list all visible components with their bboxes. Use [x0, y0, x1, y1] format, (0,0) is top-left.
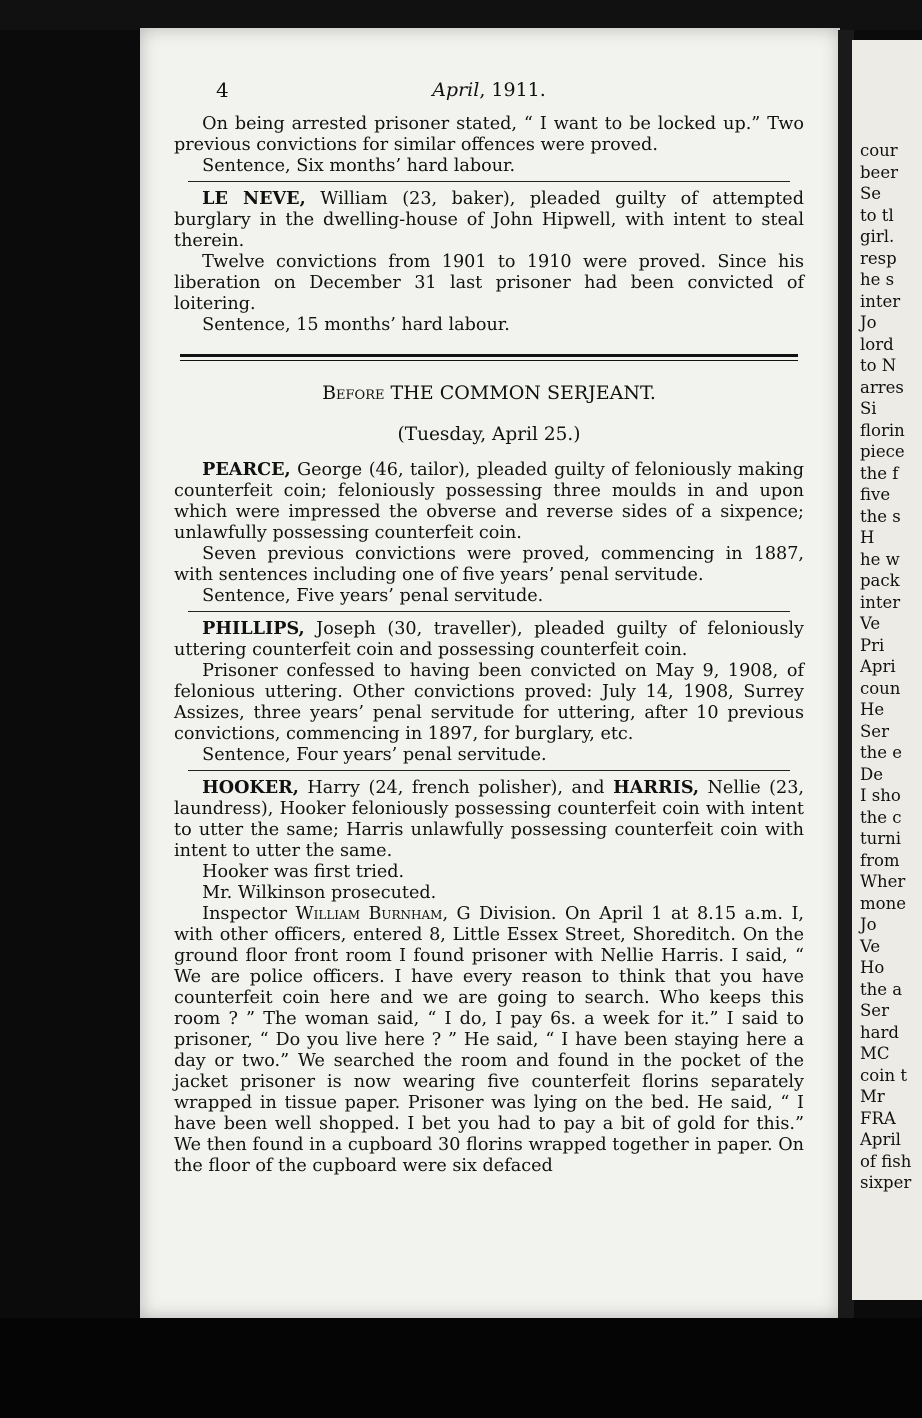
page-text	[174, 80, 804, 1177]
facing-page-line: hard	[860, 1022, 899, 1042]
case-le-neve	[174, 188, 804, 252]
case-phillips	[174, 618, 804, 661]
court-heading	[174, 383, 804, 404]
facing-page-line: I sho	[860, 786, 901, 805]
facing-page-line: the s	[860, 506, 901, 526]
facing-page-line: sixper	[860, 1173, 912, 1192]
paragraph-convictions: Seven previous convictions were proved, commencing in 1887, with sentences including one of five years’ penal servitude.	[174, 544, 804, 585]
facing-page-line: of fish	[860, 1151, 912, 1171]
section-double-rule	[180, 354, 798, 361]
case-divider	[188, 611, 790, 612]
facing-page-line: Ve	[860, 936, 881, 956]
facing-page-line: piece	[860, 442, 905, 461]
facing-page-line: MC	[860, 1044, 890, 1063]
case-details: Nellie (23, laundress), Hooker feloniously possessing counterfeit coin with intent to utter the same; Harris unlawfully possessing counterfeit coin with intent to utter the same.	[174, 778, 804, 861]
facing-page-line: coin t	[860, 1065, 907, 1085]
defendant-name: HOOKER,	[202, 777, 299, 798]
paragraph-convictions: Twelve convictions from 1901 to 1910 were proved. Since his liberation on December 31 last prisoner had been convicted of loitering.	[174, 252, 804, 314]
facing-page-line: Pri	[860, 635, 885, 655]
testimony-text: G Division. On April 1 at 8.15 a.m. I, with other officers, entered 8, Little Essex Street, Shoreditch. On the ground floor front room I found prisoner with Nellie Harris. I said, “ We are police officers. I have every reason to think that you have counterfeit coin here and we are going to search. Who keeps this room ? ” The woman said, “ I do, I pay 6s. a week for it.” I said to prisoner, “ Do you live here ? ” He said, “ I have been staying here a day or two.” We searched the room and found in the pocket of the jacket prisoner is now wearing five counterfeit florins separately wrapped in tissue paper. Prisoner was lying on the bed. He said, “ I have been well shopped. I bet you had to pay a bit of gold for this.” We then found in a cupboard 30 florins wrapped together in paper. On the floor of the cupboard were six defaced	[174, 904, 804, 1176]
case-divider	[188, 770, 790, 771]
case-hooker-harris	[174, 777, 804, 862]
witness-title: Inspector	[202, 904, 296, 924]
facing-page-line: Mr	[860, 1087, 885, 1106]
paragraph-convictions: Prisoner confessed to having been convicted on May 9, 1908, of felonious uttering. Other convictions proved: July 14, 1908, Surrey Assizes, three years’ penal servitude for uttering, after 10 previous convictions, commencing in 1897, for burglary, etc.	[174, 661, 804, 744]
facing-page-fragments	[860, 140, 922, 1194]
facing-page-line: H	[860, 528, 875, 547]
facing-page-line: He	[860, 700, 885, 719]
facing-page-line: Ho	[860, 958, 885, 977]
running-title	[174, 80, 804, 101]
witness-testimony	[174, 904, 804, 1177]
paragraph-prosecutor: Mr. Wilkinson prosecuted.	[202, 883, 437, 903]
facing-page-line: FRA	[860, 1108, 896, 1128]
facing-page-line: Wher	[860, 872, 906, 891]
facing-page-line: arres	[860, 377, 904, 397]
defendant-name: PHILLIPS,	[202, 618, 305, 639]
defendant-name: PEARCE,	[202, 459, 291, 480]
case-details: Joseph (30, traveller), pleaded guilty of feloniously uttering counterfeit coin and possessing counterfeit coin.	[174, 619, 804, 660]
facing-page-line: the c	[860, 807, 902, 827]
case-divider	[188, 181, 790, 182]
paragraph-sentence-1: Sentence, Six months’ hard labour.	[202, 156, 516, 176]
facing-page-line: Apri	[860, 657, 896, 676]
facing-page-line: inter	[860, 291, 901, 311]
case-details: George (46, tailor), pleaded guilty of feloniously making counterfeit coin; feloniously possessing three moulds in and upon which were impressed the obverse and reverse sides of a sixpence; unlawfully possessing counterfeit coin.	[174, 460, 804, 543]
facing-page-line: lord	[860, 334, 894, 354]
facing-page-line: from	[860, 850, 900, 870]
paragraph-sentence: Sentence, Five years’ penal servitude.	[202, 586, 544, 606]
witness-name: William Burnham,	[295, 904, 449, 924]
facing-page-line: the a	[860, 979, 903, 999]
facing-page-line: the f	[860, 463, 899, 483]
facing-page-line: pack	[860, 571, 900, 590]
scan-border-top	[0, 0, 922, 30]
paragraph-arrest-statement: On being arrested prisoner stated, “ I want to be locked up.” Two previous convictions for similar offences were proved.	[174, 114, 804, 155]
case-details: William (23, baker), pleaded guilty of attempted burglary in the dwelling-house of John Hipwell, with intent to steal therein.	[174, 189, 804, 251]
facing-page-line: Ser	[860, 1001, 889, 1020]
facing-page-line: he w	[860, 549, 900, 569]
facing-page-line: Ser	[860, 721, 889, 741]
facing-page-line: turni	[860, 829, 902, 848]
defendant-name: HARRIS,	[613, 777, 700, 798]
facing-page-line: beer	[860, 162, 898, 182]
scan-border-bottom	[0, 1318, 922, 1418]
running-title-month: April	[432, 79, 480, 101]
paragraph-sentence: Sentence, 15 months’ hard labour.	[202, 315, 510, 335]
page-number: 4	[216, 78, 229, 102]
court-heading-title: THE COMMON SERJEANT.	[384, 382, 656, 404]
court-heading-before: Before	[322, 382, 385, 404]
facing-page-line: coun	[860, 678, 901, 698]
facing-page-line: the e	[860, 743, 903, 762]
case-pearce	[174, 459, 804, 544]
facing-page-line: to tl	[860, 205, 894, 225]
facing-page-line: Ve	[860, 614, 881, 633]
running-header	[174, 80, 804, 114]
running-title-year: , 1911.	[479, 79, 546, 101]
facing-page-line: Jo	[860, 915, 877, 934]
defendant-name: LE NEVE,	[202, 188, 306, 209]
facing-page-line: five	[860, 485, 891, 504]
facing-page-line: to N	[860, 356, 897, 375]
facing-page-line: he s	[860, 270, 895, 289]
facing-page-line: florin	[860, 420, 905, 440]
facing-page-line: Se	[860, 184, 882, 203]
facing-page-line: resp	[860, 248, 897, 268]
facing-page-line: mone	[860, 893, 906, 913]
case-details: Harry (24, french polisher), and	[298, 778, 614, 798]
session-date: (Tuesday, April 25.)	[397, 424, 581, 445]
facing-page-line: cour	[860, 141, 898, 160]
facing-page-line: April	[860, 1130, 901, 1149]
facing-page-line: inter	[860, 592, 901, 612]
paragraph-sentence: Sentence, Four years’ penal servitude.	[202, 745, 547, 765]
facing-page-line: girl.	[860, 227, 895, 246]
facing-page-line: Si	[860, 399, 877, 418]
facing-page-line: Jo	[860, 313, 877, 332]
facing-page-line: De	[860, 764, 883, 784]
paragraph-first-tried: Hooker was first tried.	[202, 862, 405, 882]
